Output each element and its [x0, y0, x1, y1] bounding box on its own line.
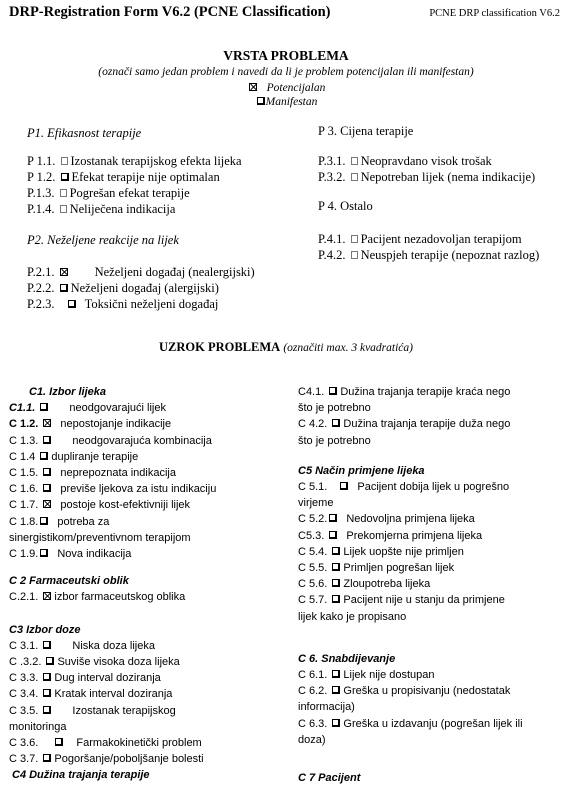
list-item[interactable]: P.2.1. Neželjeni događaj (nealergijski)	[27, 265, 255, 279]
list-item: što je potrebno	[298, 402, 371, 415]
c7-heading: C 7 Pacijent	[298, 772, 361, 785]
list-item[interactable]: C 4.2. Dužina trajanja terapije duža nego	[298, 418, 511, 431]
p2-list	[27, 264, 255, 312]
checkbox-icon[interactable]	[332, 595, 340, 603]
list-item: lijek kako je propisano	[298, 610, 407, 623]
p4-heading: P 4. Ostalo	[318, 199, 373, 213]
checkbox-icon[interactable]	[351, 173, 358, 181]
list-item[interactable]: C 5.4. Lijek uopšte nije primljen	[298, 545, 464, 558]
list-item[interactable]: P.4.2. Neuspjeh terapije (nepoznat razlog)	[318, 248, 540, 262]
checkbox-icon[interactable]	[43, 673, 51, 681]
checkbox-icon[interactable]	[60, 284, 68, 292]
checkbox-icon[interactable]	[332, 686, 340, 694]
cause-title: UZROK PROBLEMA (označiti max. 3 kvadratića)	[159, 340, 413, 354]
checkbox-icon[interactable]	[68, 300, 76, 308]
checked-box-icon[interactable]	[43, 500, 51, 508]
checkbox-icon[interactable]	[55, 738, 63, 746]
list-item: informacija)	[298, 701, 355, 714]
checkbox-icon[interactable]	[332, 719, 340, 727]
list-item[interactable]: P.1.4. Neliječena indikacija	[27, 202, 176, 216]
c6-heading: C 6. Snabdijevanje	[298, 652, 396, 665]
list-item: sinergistikom/preventivnom terapijom	[9, 531, 191, 544]
checkbox-icon[interactable]	[40, 517, 48, 525]
option-potential[interactable]: Potencijalan	[0, 82, 572, 94]
checkbox-icon[interactable]	[43, 484, 51, 492]
checkbox-icon[interactable]	[340, 482, 348, 490]
list-item[interactable]: C 1.3. neodgovarajuća kombinacija	[9, 434, 212, 447]
list-item[interactable]: C 3.5. Izostanak terapijskog	[9, 704, 176, 717]
p3-list	[318, 153, 535, 185]
checkbox-icon[interactable]	[351, 235, 358, 243]
form-title: DRP-Registration Form V6.2 (PCNE Classification)	[9, 4, 331, 20]
c4-heading: C4 Dužina trajanja terapije	[12, 769, 150, 782]
problem-title: VRSTA PROBLEMA	[223, 48, 349, 63]
list-item[interactable]: C 5.5. Primljen pogrešan lijek	[298, 562, 455, 575]
list-item[interactable]: C 3.3. Dug interval doziranja	[9, 672, 161, 685]
c5-heading: C5 Način primjene lijeka	[298, 464, 425, 477]
option-manifest[interactable]: Manifestan	[0, 96, 572, 108]
list-item[interactable]: C1.1. neodgovarajući lijek	[9, 402, 166, 415]
checkbox-icon[interactable]	[43, 706, 51, 714]
checkbox-icon[interactable]	[61, 157, 68, 165]
list-item: virjeme	[298, 497, 334, 510]
list-item[interactable]: C.2.1. izbor farmaceutskog oblika	[9, 591, 186, 604]
p2-heading: P2. Neželjene reakcije na lijek	[27, 233, 179, 247]
list-item[interactable]: C 3.1. Niska doza lijeka	[9, 639, 155, 652]
p4-list	[318, 231, 539, 263]
checkbox-icon[interactable]	[43, 641, 51, 649]
checkbox-icon[interactable]	[40, 403, 48, 411]
list-item[interactable]: C 1.5. neprepoznata indikacija	[9, 467, 176, 480]
p3-heading: P 3. Cijena terapije	[318, 124, 414, 138]
list-item[interactable]: C5.3. Prekomjerna primjena lijeka	[298, 529, 483, 542]
list-item: što je potrebno	[298, 434, 371, 447]
checked-box-icon[interactable]	[43, 592, 51, 600]
checkbox-icon[interactable]	[257, 97, 265, 105]
list-item[interactable]: C 1.9. Nova indikacija	[9, 548, 132, 561]
list-item[interactable]: P.3.2. Nepotreban lijek (nema indikacije)	[318, 170, 536, 184]
checkbox-icon[interactable]	[40, 452, 48, 460]
cause-right-column	[298, 384, 523, 786]
list-item[interactable]: C 6.2. Greška u propisivanju (nedostatak	[298, 685, 511, 698]
list-item[interactable]: C4.1. Dužina trajanja terapije kraća nego	[298, 386, 511, 398]
cause-left-column	[9, 384, 216, 784]
list-item[interactable]: C 3.7. Pogoršanje/poboljšanje bolesti	[9, 753, 204, 766]
list-item[interactable]: C 6.1. Lijek nije dostupan	[298, 669, 435, 682]
c3-heading: C3 Izbor doze	[9, 623, 81, 636]
p1-list	[27, 153, 242, 217]
list-item[interactable]: C 1.7. postoje kost-efektivniji lijek	[9, 499, 191, 512]
list-item[interactable]: P.3.1. Neopravdano visok trošak	[318, 154, 492, 168]
list-item[interactable]: P.4.1. Pacijent nezadovoljan terapijom	[318, 232, 522, 246]
checkbox-icon[interactable]	[40, 549, 48, 557]
list-item[interactable]: C 1.4 dupliranje terapije	[9, 450, 139, 463]
list-item[interactable]: P.1.3. Pogrešan efekat terapije	[27, 186, 190, 200]
checkbox-icon[interactable]	[351, 157, 358, 165]
list-item[interactable]: C 5.1. Pacijent dobija lijek u pogrešno	[298, 481, 510, 494]
list-item[interactable]: C 1.2. nepostojanje indikacije	[9, 418, 172, 431]
checkbox-icon[interactable]	[43, 689, 51, 697]
form-version: PCNE DRP classification V6.2	[429, 8, 560, 19]
checkbox-icon[interactable]	[60, 205, 67, 213]
c2-heading: C 2 Farmaceutski oblik	[9, 575, 129, 588]
checkbox-icon[interactable]	[43, 436, 51, 444]
list-item[interactable]: C .3.2. Suviše visoka doza lijeka	[9, 656, 180, 669]
checkbox-icon[interactable]	[43, 754, 51, 762]
list-item[interactable]: C 5.2. Nedovoljna primjena lijeka	[298, 513, 475, 526]
list-item[interactable]: P 1.2. Efekat terapije nije optimalan	[27, 170, 220, 184]
list-item[interactable]: C 5.6. Zloupotreba lijeka	[298, 578, 431, 591]
checkbox-icon[interactable]	[332, 579, 340, 587]
list-item: doza)	[298, 733, 326, 746]
problem-subtitle: (označi samo jedan problem i navedi da li je problem potencijalan ili manifestan)	[98, 66, 474, 78]
p1-heading: P1. Efikasnost terapije	[27, 126, 142, 140]
list-item[interactable]: C 1.6. previše ljekova za istu indikaciju	[9, 483, 217, 496]
list-item[interactable]: P.2.3. Toksični neželjeni događaj	[27, 297, 219, 311]
checkbox-icon[interactable]	[351, 251, 358, 259]
checkbox-icon[interactable]	[329, 531, 337, 539]
checked-box-icon[interactable]	[60, 268, 68, 276]
checked-box-icon[interactable]	[249, 83, 257, 91]
list-item[interactable]: C 5.7. Pacijent nije u stanju da primjene	[298, 594, 505, 607]
checkbox-icon[interactable]	[332, 547, 340, 555]
checkbox-icon[interactable]	[60, 189, 67, 197]
checkbox-icon[interactable]	[61, 173, 69, 181]
checked-box-icon[interactable]	[43, 419, 51, 427]
list-item[interactable]: C 1.8. potreba za	[9, 515, 110, 528]
list-item: monitoringa	[9, 720, 67, 733]
list-item[interactable]: P 1.1. Izostanak terapijskog efekta lijeka	[27, 154, 242, 168]
list-item[interactable]: P.2.2. Neželjeni događaj (alergijski)	[27, 281, 219, 295]
list-item[interactable]: C 3.6. Farmakokinetički problem	[9, 737, 202, 750]
checkbox-icon[interactable]	[332, 563, 340, 571]
checkbox-icon[interactable]	[332, 419, 340, 427]
checkbox-icon[interactable]	[43, 468, 51, 476]
checkbox-icon[interactable]	[332, 670, 340, 678]
list-item[interactable]: C 6.3. Greška u izdavanju (pogrešan lijek ili	[298, 717, 523, 730]
list-item[interactable]: C 3.4. Kratak interval doziranja	[9, 688, 173, 701]
checkbox-icon[interactable]	[46, 657, 54, 665]
c1-heading: C1. Izbor lijeka	[29, 386, 107, 398]
checkbox-icon[interactable]	[329, 387, 337, 395]
checkbox-icon[interactable]	[329, 514, 337, 522]
